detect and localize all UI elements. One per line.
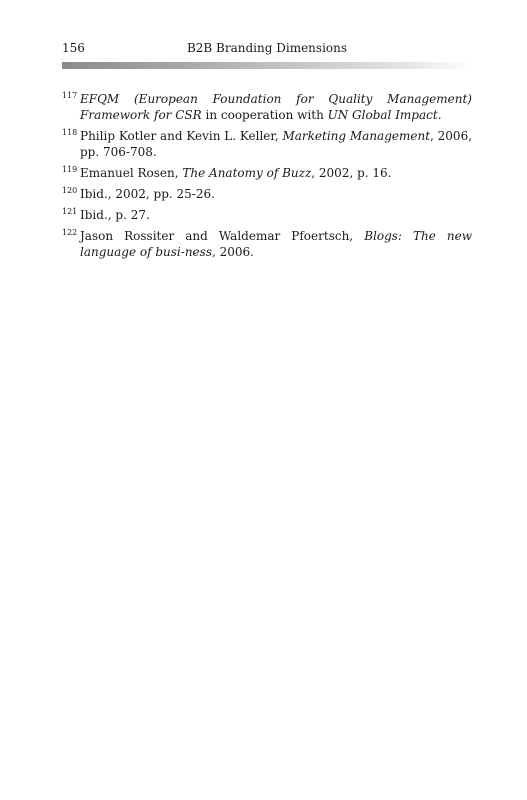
footnote-122 <box>62 228 472 260</box>
footnote-text-part: UN Global Impact. <box>327 108 442 122</box>
footnote-text-part: Emanuel Rosen, <box>80 166 183 180</box>
footnote-text-part: Jason Rossiter and Waldemar Pfoertsch, <box>80 229 365 243</box>
footnote-text-part: Ibid., 2002, pp. 25-26. <box>80 187 215 201</box>
footnote-text-part: 2006. <box>215 245 254 259</box>
footnote-text-part: Marketing Management <box>282 129 431 143</box>
footnote-text <box>80 128 472 160</box>
footnote-text-part: in cooperation with <box>201 108 328 122</box>
header-rule <box>62 62 472 69</box>
footnote-text-part: , 2006, pp. 706-708. <box>80 129 473 159</box>
page-number: 156 <box>62 41 85 55</box>
footnote-text-part: Philip Kotler and Kevin L. Keller, <box>80 129 283 143</box>
footnote-117 <box>62 91 472 123</box>
footnote-text <box>80 228 472 260</box>
footnote-120 <box>62 186 472 202</box>
footnote-118 <box>62 128 472 160</box>
footnote-text <box>80 91 472 123</box>
footnote-text <box>80 165 472 181</box>
footnote-number: 122 <box>62 228 78 237</box>
page-header <box>62 41 472 61</box>
footnote-text-part: , 2002, p. 16. <box>311 166 392 180</box>
footnote-number: 117 <box>62 91 78 100</box>
footnote-number: 120 <box>62 186 78 195</box>
footnote-text <box>80 207 472 223</box>
running-head: B2B Branding Dimensions <box>186 41 348 55</box>
footnote-text-part: EFQM (European Foundation for Quality Management) Framework for CSR <box>80 92 472 122</box>
footnote-text-part: Blogs: The new language of busi-ness, <box>80 229 473 259</box>
footnote-121 <box>62 207 472 223</box>
footnote-list <box>62 91 472 265</box>
footnote-119 <box>62 165 472 181</box>
footnote-number: 119 <box>62 165 78 174</box>
footnote-number: 121 <box>62 207 78 216</box>
footnote-text-part: Ibid., p. 27. <box>80 208 150 222</box>
footnote-number: 118 <box>62 128 78 137</box>
footnote-text <box>80 186 472 202</box>
footnote-text-part: The Anatomy of Buzz <box>182 166 312 180</box>
